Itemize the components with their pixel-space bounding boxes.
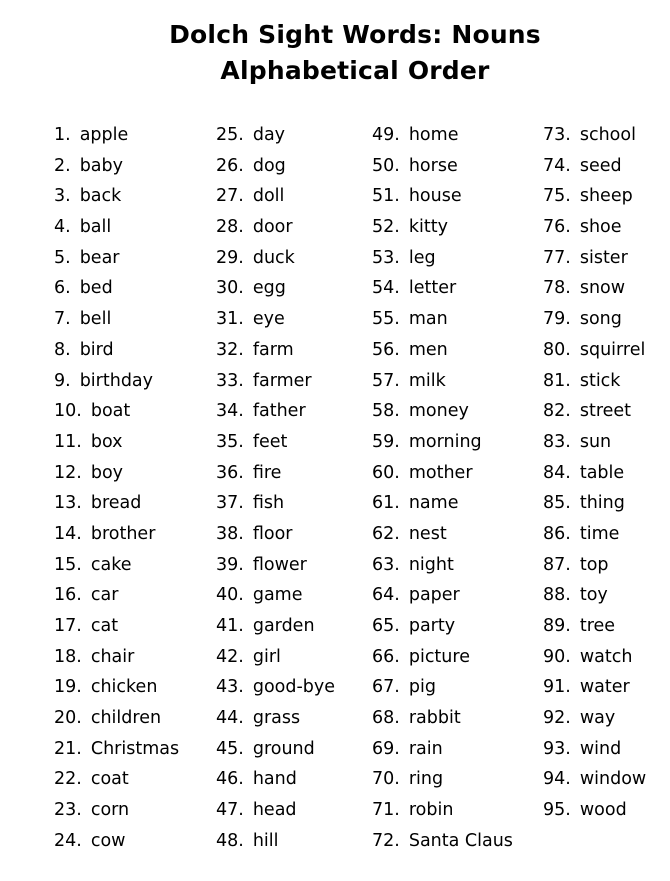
word-number: 8. — [54, 339, 71, 360]
word-number: 55. — [372, 309, 400, 330]
word-item — [372, 764, 513, 795]
word-text: street — [579, 401, 632, 422]
word-text: game — [252, 585, 303, 606]
word-item — [54, 488, 179, 519]
word-number: 80. — [543, 339, 571, 360]
word-item — [543, 519, 646, 550]
word-text: eye — [252, 309, 285, 330]
word-text: day — [252, 125, 286, 145]
word-text: shoe — [579, 217, 622, 238]
word-number: 50. — [372, 155, 400, 176]
word-number: 54. — [372, 278, 400, 299]
word-text: doll — [252, 186, 285, 207]
word-text: money — [408, 401, 469, 422]
word-number: 26. — [216, 155, 244, 176]
word-item — [543, 764, 646, 795]
word-item — [372, 826, 513, 857]
word-text: bear — [79, 247, 120, 268]
word-text: snow — [579, 278, 626, 299]
word-item — [543, 458, 646, 489]
word-number: 1. — [54, 125, 71, 145]
word-item — [372, 550, 513, 581]
word-text: grass — [252, 708, 301, 729]
word-number: 13. — [54, 493, 82, 514]
word-text: ball — [79, 217, 112, 238]
word-item — [216, 181, 335, 212]
word-item — [372, 304, 513, 335]
word-text: floor — [252, 523, 293, 544]
word-text: man — [408, 309, 448, 330]
word-item — [372, 488, 513, 519]
word-text: boat — [90, 401, 131, 422]
word-item — [543, 488, 646, 519]
word-item — [543, 611, 646, 642]
word-text: ring — [408, 769, 444, 790]
word-item — [543, 366, 646, 397]
word-number: 7. — [54, 309, 71, 330]
word-text: party — [408, 616, 456, 636]
word-item — [54, 396, 179, 427]
word-item — [372, 703, 513, 734]
word-item — [216, 212, 335, 243]
word-text: garden — [252, 616, 315, 636]
word-item — [543, 273, 646, 304]
word-item — [543, 120, 646, 151]
word-item — [543, 672, 646, 703]
word-item — [543, 212, 646, 243]
word-item — [216, 458, 335, 489]
word-text: egg — [252, 278, 286, 299]
word-item — [216, 703, 335, 734]
word-item — [372, 243, 513, 274]
word-text: picture — [408, 646, 470, 667]
word-number: 33. — [216, 370, 244, 391]
word-number: 48. — [216, 830, 244, 851]
word-item — [54, 335, 179, 366]
word-text: bread — [90, 493, 142, 514]
word-number: 61. — [372, 493, 400, 514]
word-item — [372, 273, 513, 304]
word-item — [216, 273, 335, 304]
word-number: 12. — [54, 462, 82, 483]
word-text: watch — [579, 646, 633, 667]
word-item — [54, 427, 179, 458]
word-item — [543, 335, 646, 366]
word-column-3 — [372, 120, 513, 857]
word-item — [216, 243, 335, 274]
word-item — [54, 519, 179, 550]
word-item — [372, 580, 513, 611]
word-number: 63. — [372, 554, 400, 575]
word-number: 32. — [216, 339, 244, 360]
word-text: school — [579, 125, 636, 145]
word-text: nest — [408, 523, 447, 544]
word-number: 6. — [54, 278, 71, 299]
word-text: good-bye — [252, 677, 336, 698]
word-number: 59. — [372, 431, 400, 452]
word-number: 68. — [372, 708, 400, 729]
word-item — [216, 672, 335, 703]
word-item — [54, 703, 179, 734]
word-text: milk — [408, 370, 446, 391]
word-number: 30. — [216, 278, 244, 299]
word-number: 91. — [543, 677, 571, 698]
word-number: 19. — [54, 677, 82, 698]
word-number: 42. — [216, 646, 244, 667]
word-number: 18. — [54, 646, 82, 667]
word-text: farmer — [252, 370, 312, 391]
word-number: 82. — [543, 401, 571, 422]
word-text: kitty — [408, 217, 448, 238]
word-number: 60. — [372, 462, 400, 483]
word-text: duck — [252, 247, 295, 268]
word-item — [54, 580, 179, 611]
word-text: paper — [408, 585, 460, 606]
word-number: 94. — [543, 769, 571, 790]
word-text: thing — [579, 493, 625, 514]
word-number: 10. — [54, 401, 82, 422]
word-number: 36. — [216, 462, 244, 483]
word-text: chair — [90, 646, 135, 667]
word-item — [372, 120, 513, 151]
word-item — [543, 795, 646, 826]
word-text: top — [579, 554, 609, 575]
word-text: ground — [252, 738, 315, 759]
word-item — [372, 427, 513, 458]
page-subtitle: Alphabetical Order — [220, 56, 490, 85]
word-number: 70. — [372, 769, 400, 790]
word-number: 3. — [54, 186, 71, 207]
word-item — [372, 151, 513, 182]
word-number: 41. — [216, 616, 244, 636]
word-number: 49. — [372, 125, 400, 145]
word-item — [216, 550, 335, 581]
word-text: birthday — [79, 370, 154, 391]
word-number: 83. — [543, 431, 571, 452]
word-text: corn — [90, 800, 130, 821]
word-text: cat — [90, 616, 119, 636]
word-text: car — [90, 585, 119, 606]
word-text: water — [579, 677, 630, 698]
word-item — [216, 304, 335, 335]
word-text: wood — [579, 800, 627, 821]
word-item — [372, 396, 513, 427]
word-item — [372, 795, 513, 826]
word-number: 58. — [372, 401, 400, 422]
word-number: 87. — [543, 554, 571, 575]
word-item — [54, 826, 179, 857]
word-number: 22. — [54, 769, 82, 790]
word-text: farm — [252, 339, 294, 360]
word-item — [372, 672, 513, 703]
word-text: mother — [408, 462, 473, 483]
word-text: bird — [79, 339, 114, 360]
word-number: 40. — [216, 585, 244, 606]
word-number: 93. — [543, 738, 571, 759]
word-number: 92. — [543, 708, 571, 729]
word-item — [54, 304, 179, 335]
word-number: 75. — [543, 186, 571, 207]
word-text: flower — [252, 554, 307, 575]
word-number: 95. — [543, 800, 571, 821]
word-item — [372, 519, 513, 550]
word-text: door — [252, 217, 293, 238]
word-column-4 — [543, 120, 646, 826]
word-number: 71. — [372, 800, 400, 821]
word-text: brother — [90, 523, 156, 544]
word-item — [543, 396, 646, 427]
word-number: 77. — [543, 247, 571, 268]
word-item — [54, 151, 179, 182]
word-text: way — [579, 708, 616, 729]
word-text: Santa Claus — [408, 830, 513, 851]
word-text: letter — [408, 278, 457, 299]
word-item — [216, 764, 335, 795]
word-text: sister — [579, 247, 628, 268]
word-number: 74. — [543, 155, 571, 176]
word-text: house — [408, 186, 462, 207]
word-text: tree — [579, 616, 616, 636]
word-number: 79. — [543, 309, 571, 330]
word-text: bed — [79, 278, 113, 299]
word-number: 73. — [543, 125, 571, 145]
word-item — [216, 396, 335, 427]
word-number: 38. — [216, 523, 244, 544]
word-text: morning — [408, 431, 482, 452]
word-item — [54, 458, 179, 489]
word-item — [372, 212, 513, 243]
word-text: table — [579, 462, 625, 483]
word-item — [216, 611, 335, 642]
word-text: rabbit — [408, 708, 461, 729]
word-item — [543, 304, 646, 335]
word-number: 89. — [543, 616, 571, 636]
word-number: 29. — [216, 247, 244, 268]
word-number: 34. — [216, 401, 244, 422]
word-item — [216, 519, 335, 550]
word-number: 5. — [54, 247, 71, 268]
word-item — [54, 243, 179, 274]
word-number: 62. — [372, 523, 400, 544]
word-text: rain — [408, 738, 443, 759]
word-item — [372, 611, 513, 642]
word-item — [543, 734, 646, 765]
word-number: 35. — [216, 431, 244, 452]
word-number: 21. — [54, 738, 82, 759]
word-text: father — [252, 401, 306, 422]
word-number: 45. — [216, 738, 244, 759]
word-column-2 — [216, 120, 335, 857]
word-number: 20. — [54, 708, 82, 729]
word-number: 81. — [543, 370, 571, 391]
word-item — [216, 734, 335, 765]
word-text: cake — [90, 554, 132, 575]
word-text: night — [408, 554, 454, 575]
word-number: 53. — [372, 247, 400, 268]
word-item — [372, 335, 513, 366]
word-text: girl — [252, 646, 281, 667]
word-number: 57. — [372, 370, 400, 391]
word-item — [54, 611, 179, 642]
word-item — [543, 642, 646, 673]
word-number: 72. — [372, 830, 400, 851]
word-number: 88. — [543, 585, 571, 606]
word-number: 64. — [372, 585, 400, 606]
word-item — [543, 550, 646, 581]
word-text: cow — [90, 830, 126, 851]
word-item — [54, 764, 179, 795]
word-item — [543, 151, 646, 182]
word-item — [54, 672, 179, 703]
word-item — [54, 120, 179, 151]
word-text: robin — [408, 800, 454, 821]
word-item — [216, 366, 335, 397]
word-item — [372, 366, 513, 397]
word-number: 44. — [216, 708, 244, 729]
word-text: men — [408, 339, 448, 360]
word-number: 86. — [543, 523, 571, 544]
word-item — [54, 212, 179, 243]
word-item — [54, 273, 179, 304]
word-number: 4. — [54, 217, 71, 238]
word-text: home — [408, 125, 459, 145]
word-text: horse — [408, 155, 458, 176]
word-number: 65. — [372, 616, 400, 636]
word-text: hand — [252, 769, 297, 790]
word-item — [543, 243, 646, 274]
word-item — [54, 642, 179, 673]
word-number: 11. — [54, 431, 82, 452]
word-text: seed — [579, 155, 622, 176]
word-number: 39. — [216, 554, 244, 575]
word-text: apple — [79, 125, 129, 145]
word-item — [216, 488, 335, 519]
word-number: 9. — [54, 370, 71, 391]
word-text: squirrel — [579, 339, 646, 360]
word-item — [543, 580, 646, 611]
word-item — [216, 826, 335, 857]
word-text: stick — [579, 370, 621, 391]
word-number: 15. — [54, 554, 82, 575]
word-number: 43. — [216, 677, 244, 698]
word-text: baby — [79, 155, 124, 176]
word-text: Christmas — [90, 738, 180, 759]
word-number: 67. — [372, 677, 400, 698]
word-item — [372, 458, 513, 489]
word-number: 31. — [216, 309, 244, 330]
word-text: hill — [252, 830, 279, 851]
word-item — [372, 642, 513, 673]
word-number: 37. — [216, 493, 244, 514]
word-number: 16. — [54, 585, 82, 606]
word-item — [216, 580, 335, 611]
word-number: 47. — [216, 800, 244, 821]
word-item — [54, 181, 179, 212]
word-number: 28. — [216, 217, 244, 238]
word-text: song — [579, 309, 622, 330]
word-number: 46. — [216, 769, 244, 790]
word-text: bell — [79, 309, 112, 330]
word-number: 2. — [54, 155, 71, 176]
word-item — [54, 795, 179, 826]
word-item — [543, 427, 646, 458]
word-item — [216, 151, 335, 182]
word-item — [54, 550, 179, 581]
word-item — [216, 120, 335, 151]
word-text: window — [579, 769, 647, 790]
word-number: 69. — [372, 738, 400, 759]
word-text: fish — [252, 493, 285, 514]
word-text: sheep — [579, 186, 633, 207]
word-number: 78. — [543, 278, 571, 299]
word-number: 51. — [372, 186, 400, 207]
word-text: wind — [579, 738, 622, 759]
word-number: 25. — [216, 125, 244, 145]
word-text: coat — [90, 769, 129, 790]
word-text: feet — [252, 431, 288, 452]
word-text: boy — [90, 462, 124, 483]
word-item — [372, 181, 513, 212]
word-item — [216, 427, 335, 458]
word-number: 23. — [54, 800, 82, 821]
word-text: dog — [252, 155, 286, 176]
word-number: 84. — [543, 462, 571, 483]
page-title: Dolch Sight Words: Nouns — [169, 20, 541, 49]
word-item — [54, 734, 179, 765]
word-number: 17. — [54, 616, 82, 636]
word-number: 90. — [543, 646, 571, 667]
word-item — [216, 642, 335, 673]
word-item — [54, 366, 179, 397]
word-text: fire — [252, 462, 282, 483]
word-number: 66. — [372, 646, 400, 667]
word-item — [543, 181, 646, 212]
word-text: box — [90, 431, 123, 452]
word-number: 14. — [54, 523, 82, 544]
word-text: children — [90, 708, 162, 729]
word-number: 76. — [543, 217, 571, 238]
word-number: 52. — [372, 217, 400, 238]
word-text: chicken — [90, 677, 158, 698]
word-text: sun — [579, 431, 612, 452]
word-text: back — [79, 186, 122, 207]
word-item — [372, 734, 513, 765]
word-number: 56. — [372, 339, 400, 360]
word-item — [216, 335, 335, 366]
word-number: 85. — [543, 493, 571, 514]
word-number: 24. — [54, 830, 82, 851]
word-text: pig — [408, 677, 436, 698]
word-text: leg — [408, 247, 436, 268]
word-text: head — [252, 800, 297, 821]
word-text: toy — [579, 585, 608, 606]
word-text: name — [408, 493, 459, 514]
word-column-1 — [54, 120, 179, 857]
word-number: 27. — [216, 186, 244, 207]
word-item — [216, 795, 335, 826]
word-item — [543, 703, 646, 734]
word-text: time — [579, 523, 620, 544]
